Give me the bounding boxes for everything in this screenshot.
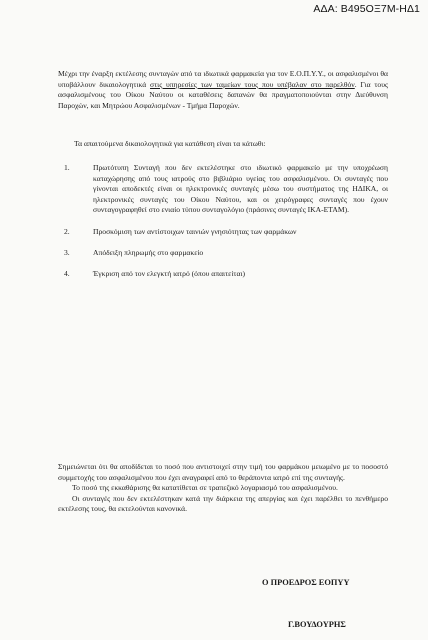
requirement-number: 1. xyxy=(64,163,70,172)
requirement-text: Έγκριση από τον ελεγκτή ιατρό (όπου απαιτείται) xyxy=(93,268,245,278)
requirements-list xyxy=(64,163,388,290)
intro-underlined-text: στις υπηρεσίες των ταμείων τους που υπέβαλαν στο παρελθόν xyxy=(150,79,355,89)
requirement-text: Πρωτότυπη Συνταγή που δεν εκτελέστηκε στο ιδιωτικό φαρμακείο με την υποχρέωση καταχώρησης από τους ιατρούς στο βιβλιάριο υγείας του ασφαλισμένου. Οι συνταγές που γίνονται αποδεκτές είναι οι ηλεκτρονικές συνταγές μέσω του συστήματος της ΗΔΙΚΑ, οι ηλεκτρονικές συνταγές του Οίκου Ναύτου, και οι χειρόγραφες συνταγές που έχουν συνταγογραφηθεί στο ενιαίο τύπου συνταγολόγιο (πράσινες συνταγές ΙΚΑ-ΕΤΑΜ). xyxy=(93,163,388,215)
requirement-text: Απόδειξη πληρωμής στο φαρμακείο xyxy=(93,247,204,257)
closing-paragraph-1: Σημειώνεται ότι θα αποδίδεται το ποσό που αντιστοιχεί στην τιμή του φαρμάκου μειωμένο με το ποσοστό συμμετοχής του ασφαλισμένου που έχει αναγραφεί από το θεράποντα ιατρό επί της συνταγής. xyxy=(58,462,388,482)
requirement-number: 2. xyxy=(64,226,70,236)
intro-text-end: . Για τους ασφαλισμένους του Οίκου Ναύτου οι καταθέσεις δαπανών θα πραγματοποιούνται στην Διεύθυνση Παροχών, και Μητρώου Ασφαλισμένων - Τμήμα Παροχών. xyxy=(58,79,388,110)
signature-name: Γ.ΒΟΥΔΟΥΡΗΣ xyxy=(288,620,346,629)
closing-paragraph-3: Οι συνταγές που δεν εκτελέστηκαν κατά την διάρκεια της απεργίας και έχει παρέλθει το πενθήμερο εκτέλεσης τους, θα εκτελούνται κανονικά. xyxy=(58,493,388,514)
ada-code: ΑΔΑ: Β495ΟΞ7Μ-ΗΔ1 xyxy=(313,3,420,15)
requirement-number: 3. xyxy=(64,247,70,257)
requirement-item-3 xyxy=(64,248,388,259)
requirement-item-2 xyxy=(64,227,388,238)
closing-section xyxy=(58,462,388,515)
intro-paragraph xyxy=(58,69,388,111)
requirements-heading: Τα απαιτούμενα δικαιολογητικά για κατάθεση είναι τα κάτωθι: xyxy=(74,139,266,148)
requirement-item-4 xyxy=(64,269,388,280)
closing-paragraph-2: Το ποσό της εκκαθάρισης θα κατατίθεται σε τραπεζικό λογαριασμό του ασφαλισμένου. xyxy=(72,483,338,493)
requirement-text: Προσκόμιση των αντίστοιχων ταινιών γνησιότητας των φαρμάκων xyxy=(93,226,297,236)
requirement-number: 4. xyxy=(64,268,70,278)
requirement-item-1 xyxy=(64,163,388,216)
signature-title: Ο ΠΡΟΕΔΡΟΣ ΕΟΠΥΥ xyxy=(262,578,350,587)
intro-text-start: Μέχρι την έναρξη εκτέλεσης συνταγών από τα ιδιωτικά φαρμακεία για τον Ε.Ο.Π.Υ.Υ., οι ασφαλισμένοι θα υποβάλλουν δικαιολογητικά xyxy=(58,69,388,89)
